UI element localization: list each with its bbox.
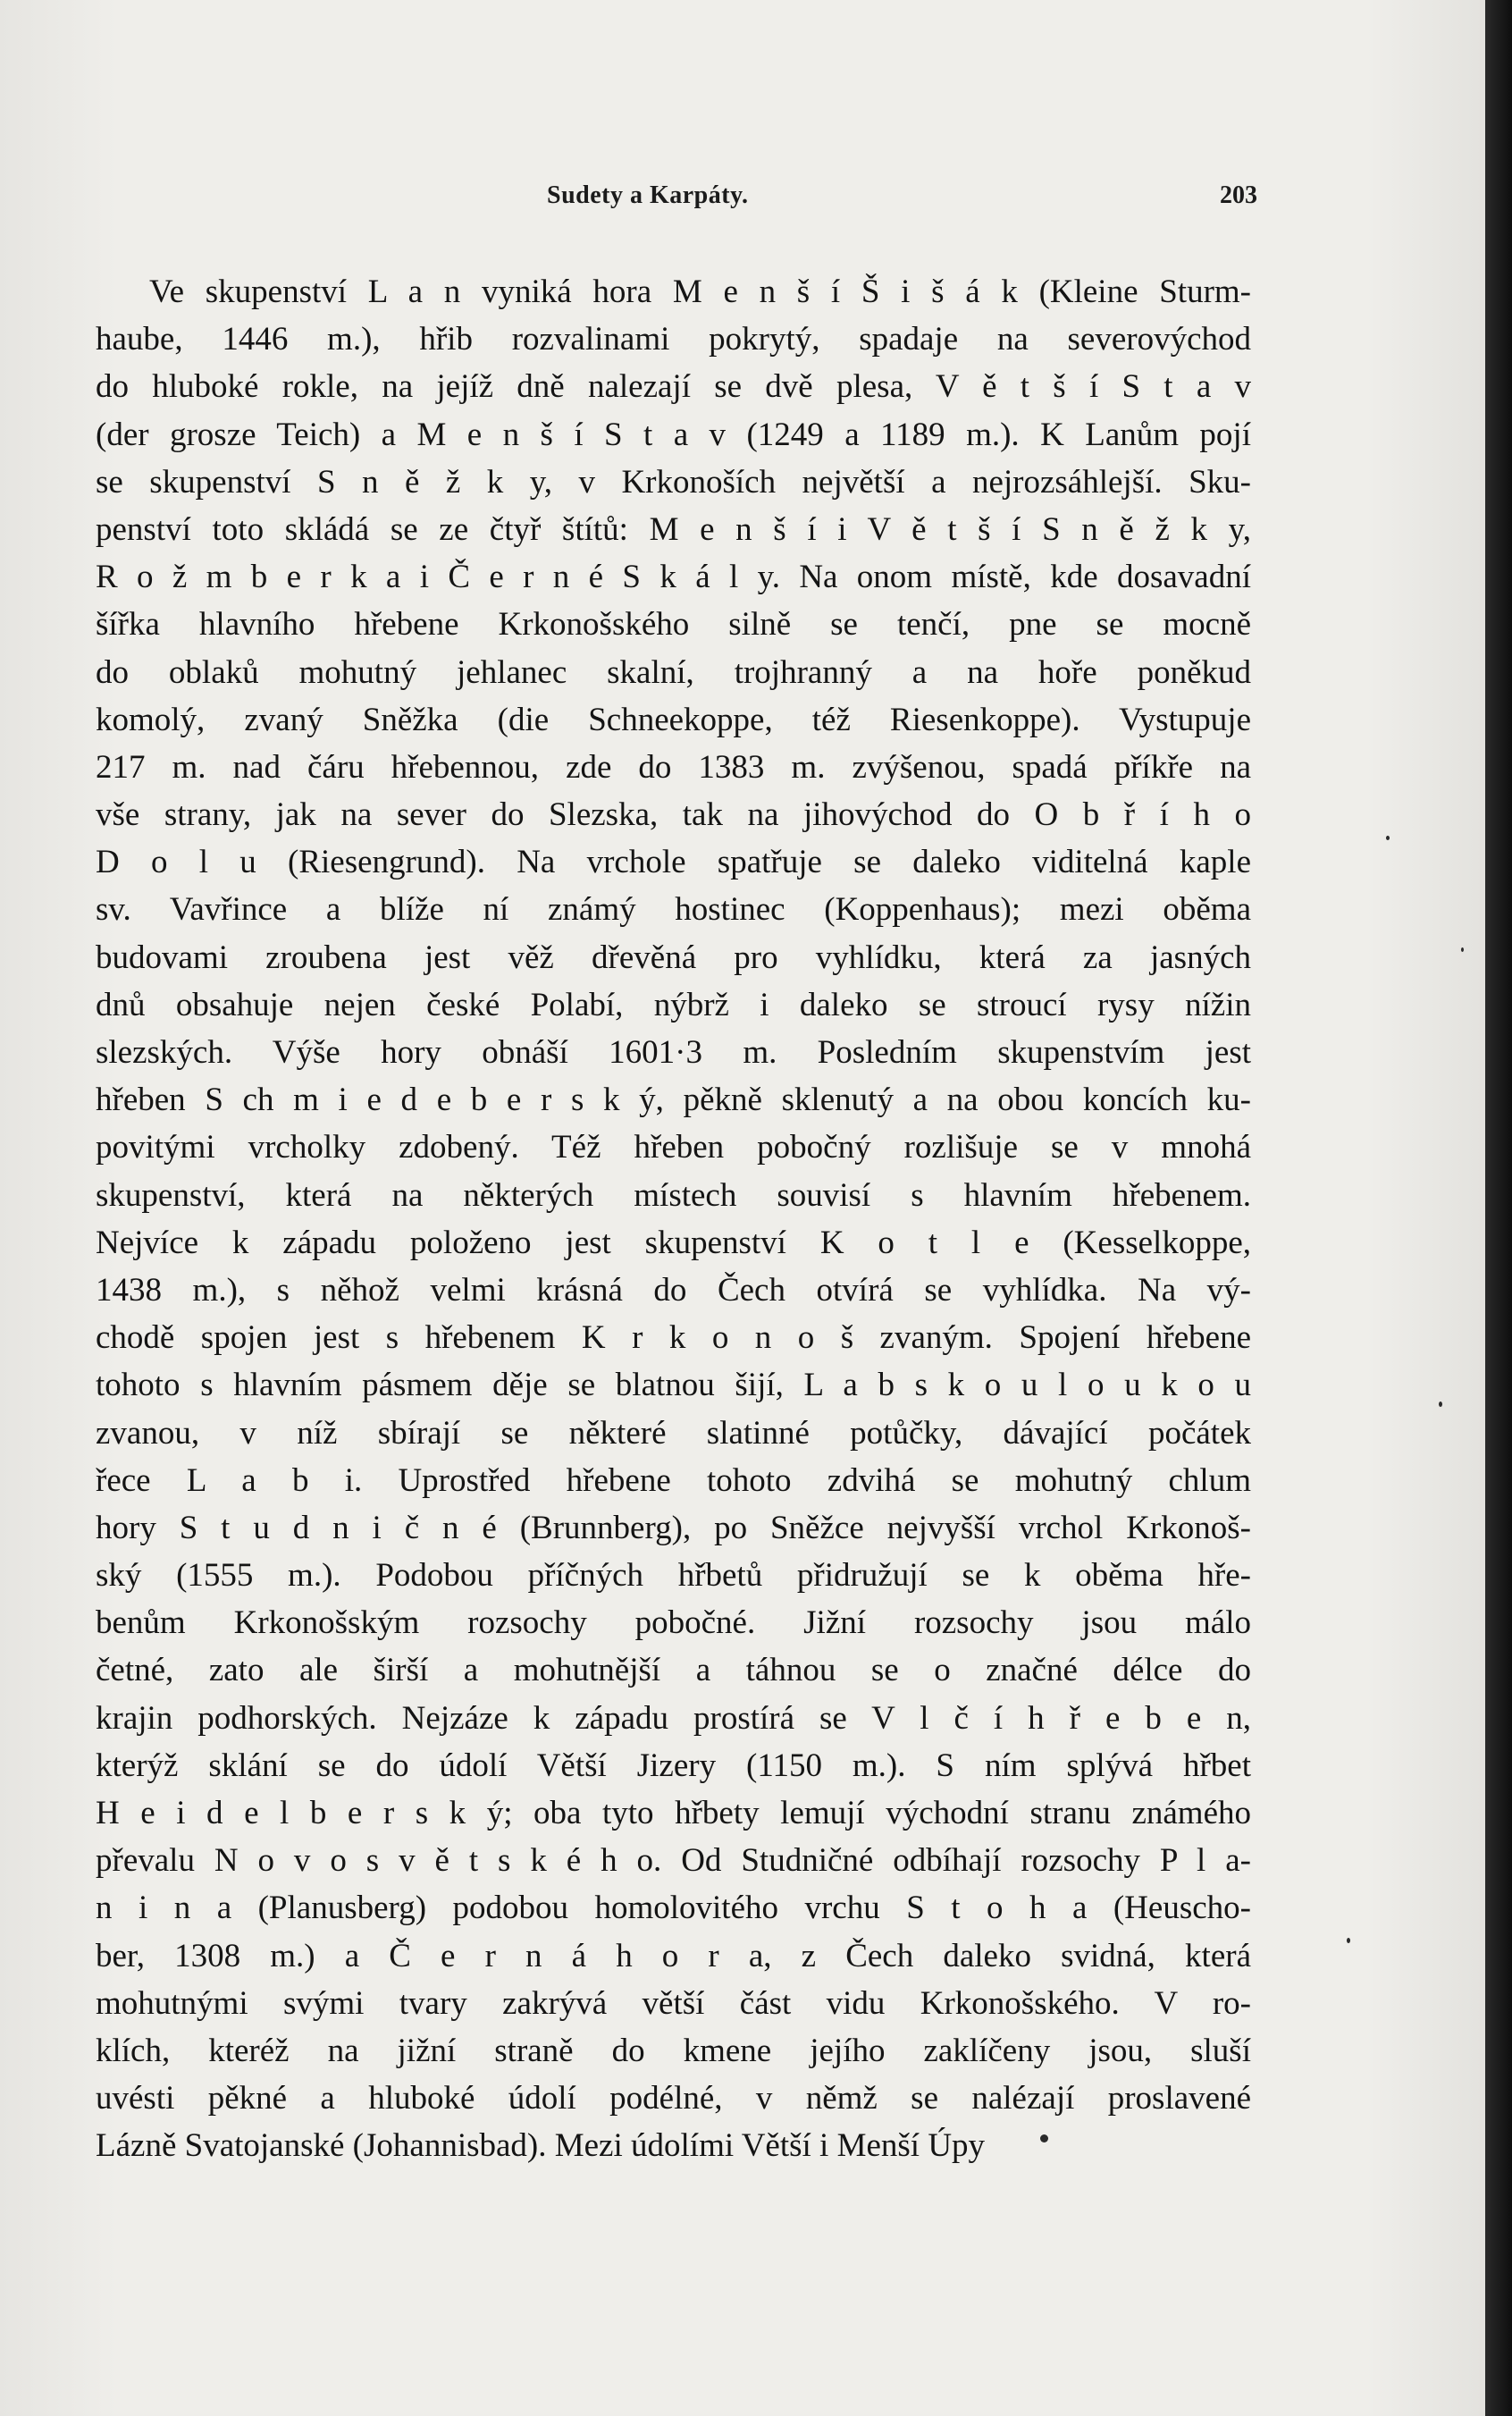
text-line: převalu N o v o s v ě t s k é h o. Od Studničné odbíhají rozsochy P l a- <box>96 1842 1251 1880</box>
body-text <box>96 268 1251 2170</box>
ink-speck <box>1439 1402 1442 1407</box>
text-line: tohoto s hlavním pásmem děje se blatnou šijí, L a b s k o u l o u k o u <box>96 1367 1251 1404</box>
text-line: Ve skupenství L a n vyniká hora M e n š í Š i š á k (Kleine Sturm- <box>149 274 1251 310</box>
text-line: Lázně Svatojanské (Johannisbad). Mezi údolími Větší i Menší Úpy <box>96 2127 986 2165</box>
text-line: do hluboké rokle, na jejíž dně nalezají se dvě plesa, V ě t š í S t a v <box>96 368 1251 406</box>
text-line: n i n a (Planusberg) podobou homolovitého vrchu S t o h a (Heuschо- <box>96 1890 1251 1927</box>
text-line: zvanou, v níž sbírají se některé slatinné potůčky, dávající počátek <box>96 1414 1251 1452</box>
text-line: uvésti pěkné a hluboké údolí podélné, v němž se nalézají proslavené <box>96 2080 1251 2117</box>
text-line: R o ž m b e r k a i Č e r n é S k á l y. Na onom místě, kde dosavadní <box>96 559 1251 596</box>
text-line: slezských. Výše hory obnáší 1601·3 m. Posledním skupenstvím jest <box>96 1034 1251 1071</box>
text-line: Nejvíce k západu položeno jest skupenství K o t l e (Kesselkoppe, <box>96 1224 1251 1261</box>
ink-speck <box>1347 1938 1350 1943</box>
text-line: řece L a b i. Uprostřed hřebene tohoto zdvihá se mohutný chlum <box>96 1461 1251 1499</box>
text-line: dnů obsahuje nejen české Polabí, nýbrž i daleko se stroucí rysy nížin <box>96 986 1251 1023</box>
text-line: mohutnými svými tvary zakrývá větší část vidu Krkonošského. V ro- <box>96 1984 1251 2022</box>
text-line: (der grosze Teich) a M e n š í S t a v (1249 a 1189 m.). K Lanům pojí <box>96 416 1251 453</box>
text-line: klích, kteréž na jižní straně do kmene jejího zaklíčeny jsou, sluší <box>96 2032 1251 2069</box>
ink-speck <box>1461 947 1464 952</box>
text-line: haube, 1446 m.), hřib rozvalinami pokrytý, spadaje na severovýchod <box>96 321 1251 358</box>
text-line: hory S t u d n i č n é (Brunnberg), po Sněžce nejvyšší vrchol Krkonoš- <box>96 1509 1251 1546</box>
text-line: budovami zroubena jest věž dřevěná pro vyhlídku, která za jasných <box>96 939 1251 976</box>
text-line: šířka hlavního hřebene Krkonošského silně se tenčí, pne se mocně <box>96 606 1251 644</box>
text-line: 1438 m.), s něhož velmi krásná do Čech otvírá se vyhlídka. Na vý- <box>96 1271 1251 1309</box>
text-line: hřeben S ch m i e d e b e r s k ý, pěkně sklenutý a na obou koncích ku- <box>96 1082 1251 1119</box>
ink-speck <box>1386 836 1390 840</box>
text-line: povitými vrcholky zdobený. Též hřeben pobočný rozlišuje se v mnohá <box>96 1129 1251 1166</box>
text-line: kterýž sklání se do údolí Větší Jizery (1150 m.). S ním splývá hřbet <box>96 1747 1251 1784</box>
text-line: četné, zato ale širší a mohutnější a táhnou se o značné délce do <box>96 1652 1251 1689</box>
text-line: 217 m. nad čáru hřebennou, zde do 1383 m. zvýšenou, spadá příkře na <box>96 748 1251 786</box>
ink-speck <box>1040 2134 1048 2142</box>
text-line: skupenství, která na některých místech souvisí s hlavním hřebenem. <box>96 1176 1251 1214</box>
text-line: komolý, zvaný Sněžka (die Schneekoppe, též Riesenkoppe). Vystupuje <box>96 701 1251 738</box>
text-line: H e i d e l b e r s k ý; oba tyto hřbety lemují východní stranu známého <box>96 1795 1251 1831</box>
page-edge-shadow <box>1485 0 1512 2416</box>
text-line: do oblaků mohutný jehlanec skalní, trojhranný a na hoře poněkud <box>96 653 1251 691</box>
running-head: Sudety a Karpáty. <box>547 181 749 209</box>
page-header <box>547 181 1257 217</box>
text-line: se skupenství S n ě ž k y, v Krkonoších největší a nejrozsáhlejší. Sku- <box>96 463 1251 501</box>
text-line: krajin podhorských. Nejzáze k západu prostírá se V l č í h ř e b e n, <box>96 1699 1251 1737</box>
text-line: ber, 1308 m.) a Č e r n á h o r a, z Čech daleko svidná, která <box>96 1937 1251 1974</box>
text-line: D o l u (Riesengrund). Na vrchole spatřuje se daleko viditelná kaple <box>96 844 1251 881</box>
text-line: ský (1555 m.). Podobou příčných hřbetů přidružují se k oběma hře- <box>96 1557 1251 1595</box>
text-line: chodě spojen jest s hřebenem K r k o n o š zvaným. Spojení hřebene <box>96 1319 1251 1357</box>
text-line: benům Krkonošským rozsochy pobočné. Jižní rozsochy jsou málo <box>96 1604 1251 1642</box>
text-line: vše strany, jak na sever do Slezska, tak na jihovýchod do O b ř í h o <box>96 796 1251 834</box>
text-line: sv. Vavřince a blíže ní známý hostinec (Koppenhaus); mezi oběma <box>96 891 1251 929</box>
page-number: 203 <box>1220 181 1257 209</box>
text-line: penství toto skládá se ze čtyř štítů: M e n š í i V ě t š í S n ě ž k y, <box>96 510 1251 548</box>
